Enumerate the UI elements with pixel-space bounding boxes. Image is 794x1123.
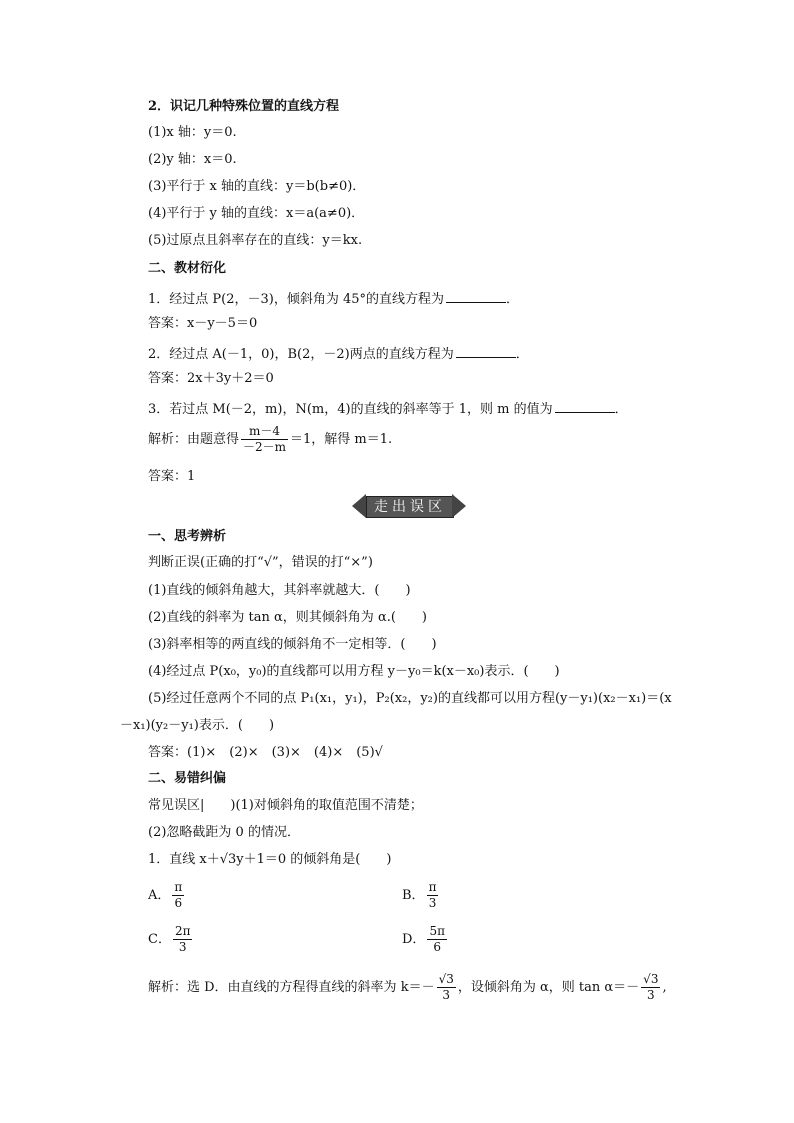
error-item-2: (2)忽略截距为 0 的情况． (148, 825, 300, 840)
option-b (402, 880, 440, 911)
question-2 (148, 343, 529, 364)
judge-item-1: (1)直线的倾斜角越大，其斜率就越大．( ) (148, 583, 411, 598)
answer-blank (446, 288, 506, 303)
fraction-denominator: 3 (442, 988, 451, 1002)
slope-fraction (437, 972, 456, 1003)
solution-3-prefix: 解析：由题意得 (148, 432, 240, 447)
fraction-denominator: 6 (174, 896, 183, 910)
error-intro: 常见误区| )(1)对倾斜角的取值范围不清楚； (148, 798, 423, 813)
option-d-label: D． (402, 932, 426, 947)
judge-item-2: (2)直线的斜率为 tan α，则其倾斜角为 α.( ) (148, 610, 427, 625)
think-heading: 一、思考辨析 (148, 529, 227, 544)
special-line-2: (2)y 轴：x＝0. (148, 152, 237, 167)
fraction-denominator: 3 (428, 896, 437, 910)
special-line-1: (1)x 轴：y＝0. (148, 125, 237, 140)
textbook-heading: 二、教材衍化 (148, 261, 227, 276)
question-1-end: ． (506, 292, 520, 307)
special-line-4: (4)平行于 y 轴的直线：x＝a(a≠0)． (148, 206, 365, 221)
answer-2: 答案：2x＋3y＋2＝0 (148, 371, 274, 386)
fraction-numerator: 2π (174, 924, 191, 938)
special-line-3: (3)平行于 x 轴的直线：y＝b(b≠0)． (148, 179, 366, 194)
fraction-numerator: √3 (643, 972, 659, 986)
mc-solution-text-b: ，设倾斜角为 α，则 tan α＝－ (457, 980, 640, 995)
fraction-numerator: 5π (429, 924, 445, 938)
banner-left-cap (352, 494, 366, 518)
fraction-numerator: π (174, 880, 183, 894)
option-a-fraction (172, 880, 184, 911)
fraction-numerator: π (428, 880, 437, 894)
banner-title: 走出误区 (366, 496, 454, 518)
question-2-end: ． (515, 347, 529, 362)
fraction-numerator: m－4 (241, 424, 288, 440)
question-1 (148, 288, 519, 309)
answer-blank (555, 398, 615, 413)
banner-right-cap (452, 494, 466, 518)
section-banner (352, 494, 466, 518)
question-1-text: 1．经过点 P(2，－3)，倾斜角为 45°的直线方程为 (148, 292, 445, 307)
special-line-5: (5)过原点且斜率存在的直线：y＝kx. (148, 233, 363, 248)
judge-item-5-continued: －x₁)(y₂－y₁)表示．( ) (120, 718, 275, 733)
question-3-text: 3．若过点 M(－2，m)，N(m，4)的直线的斜率等于 1，则 m 的值为 (148, 402, 553, 417)
fraction-denominator: 3 (646, 988, 655, 1002)
question-3 (148, 398, 628, 419)
judge-item-4: (4)经过点 P(x₀，y₀)的直线都可以用方程 y－y₀＝k(x－x₀)表示．( ) (148, 664, 560, 679)
option-c-label: C． (148, 932, 171, 947)
option-b-fraction (427, 880, 439, 911)
fraction (241, 424, 288, 455)
answer-blank (456, 343, 516, 358)
option-d-fraction (427, 924, 447, 955)
option-b-label: B． (402, 888, 425, 903)
fraction-denominator: －2－m (243, 440, 287, 454)
judge-answer: 答案：(1)× (2)× (3)× (4)× (5)√ (148, 745, 383, 760)
fraction-numerator: √3 (438, 972, 454, 986)
question-2-text: 2．经过点 A(－1，0)，B(2，－2)两点的直线方程为 (148, 347, 454, 362)
tan-fraction (641, 972, 660, 1003)
fraction-denominator: 3 (178, 940, 187, 954)
answer-3: 答案：1 (148, 469, 196, 484)
judge-item-5: (5)经过任意两个不同的点 P₁(x₁，y₁)，P₂(x₂，y₂)的直线都可以用方程(y－y₁)(x₂－x₁)＝(x (148, 691, 672, 706)
fraction-denominator: 6 (433, 940, 442, 954)
mc-solution-text-c: , (662, 980, 667, 995)
option-a-label: A． (148, 888, 171, 903)
option-d (402, 924, 449, 955)
option-c-fraction (173, 924, 193, 955)
mc-solution-text-a: 解析：选 D．由直线的方程得直线的斜率为 k＝－ (148, 980, 435, 995)
mc-solution (148, 972, 667, 1003)
option-a (148, 880, 186, 911)
answer-1: 答案：x－y－5＝0 (148, 316, 258, 331)
question-3-end: ． (614, 402, 628, 417)
option-c (148, 924, 194, 955)
judge-item-3: (3)斜率相等的两直线的倾斜角不一定相等．( ) (148, 637, 437, 652)
section-heading: 2．识记几种特殊位置的直线方程 (148, 99, 340, 114)
error-heading: 二、易错纠偏 (148, 771, 227, 786)
mc-question: 1．直线 x＋√3y＋1＝0 的倾斜角是( ) (148, 852, 392, 867)
judge-intro: 判断正误(正确的打“√”，错误的打“×”) (148, 555, 373, 570)
solution-3 (148, 424, 392, 455)
solution-3-suffix: ＝1，解得 m＝1. (290, 432, 393, 447)
